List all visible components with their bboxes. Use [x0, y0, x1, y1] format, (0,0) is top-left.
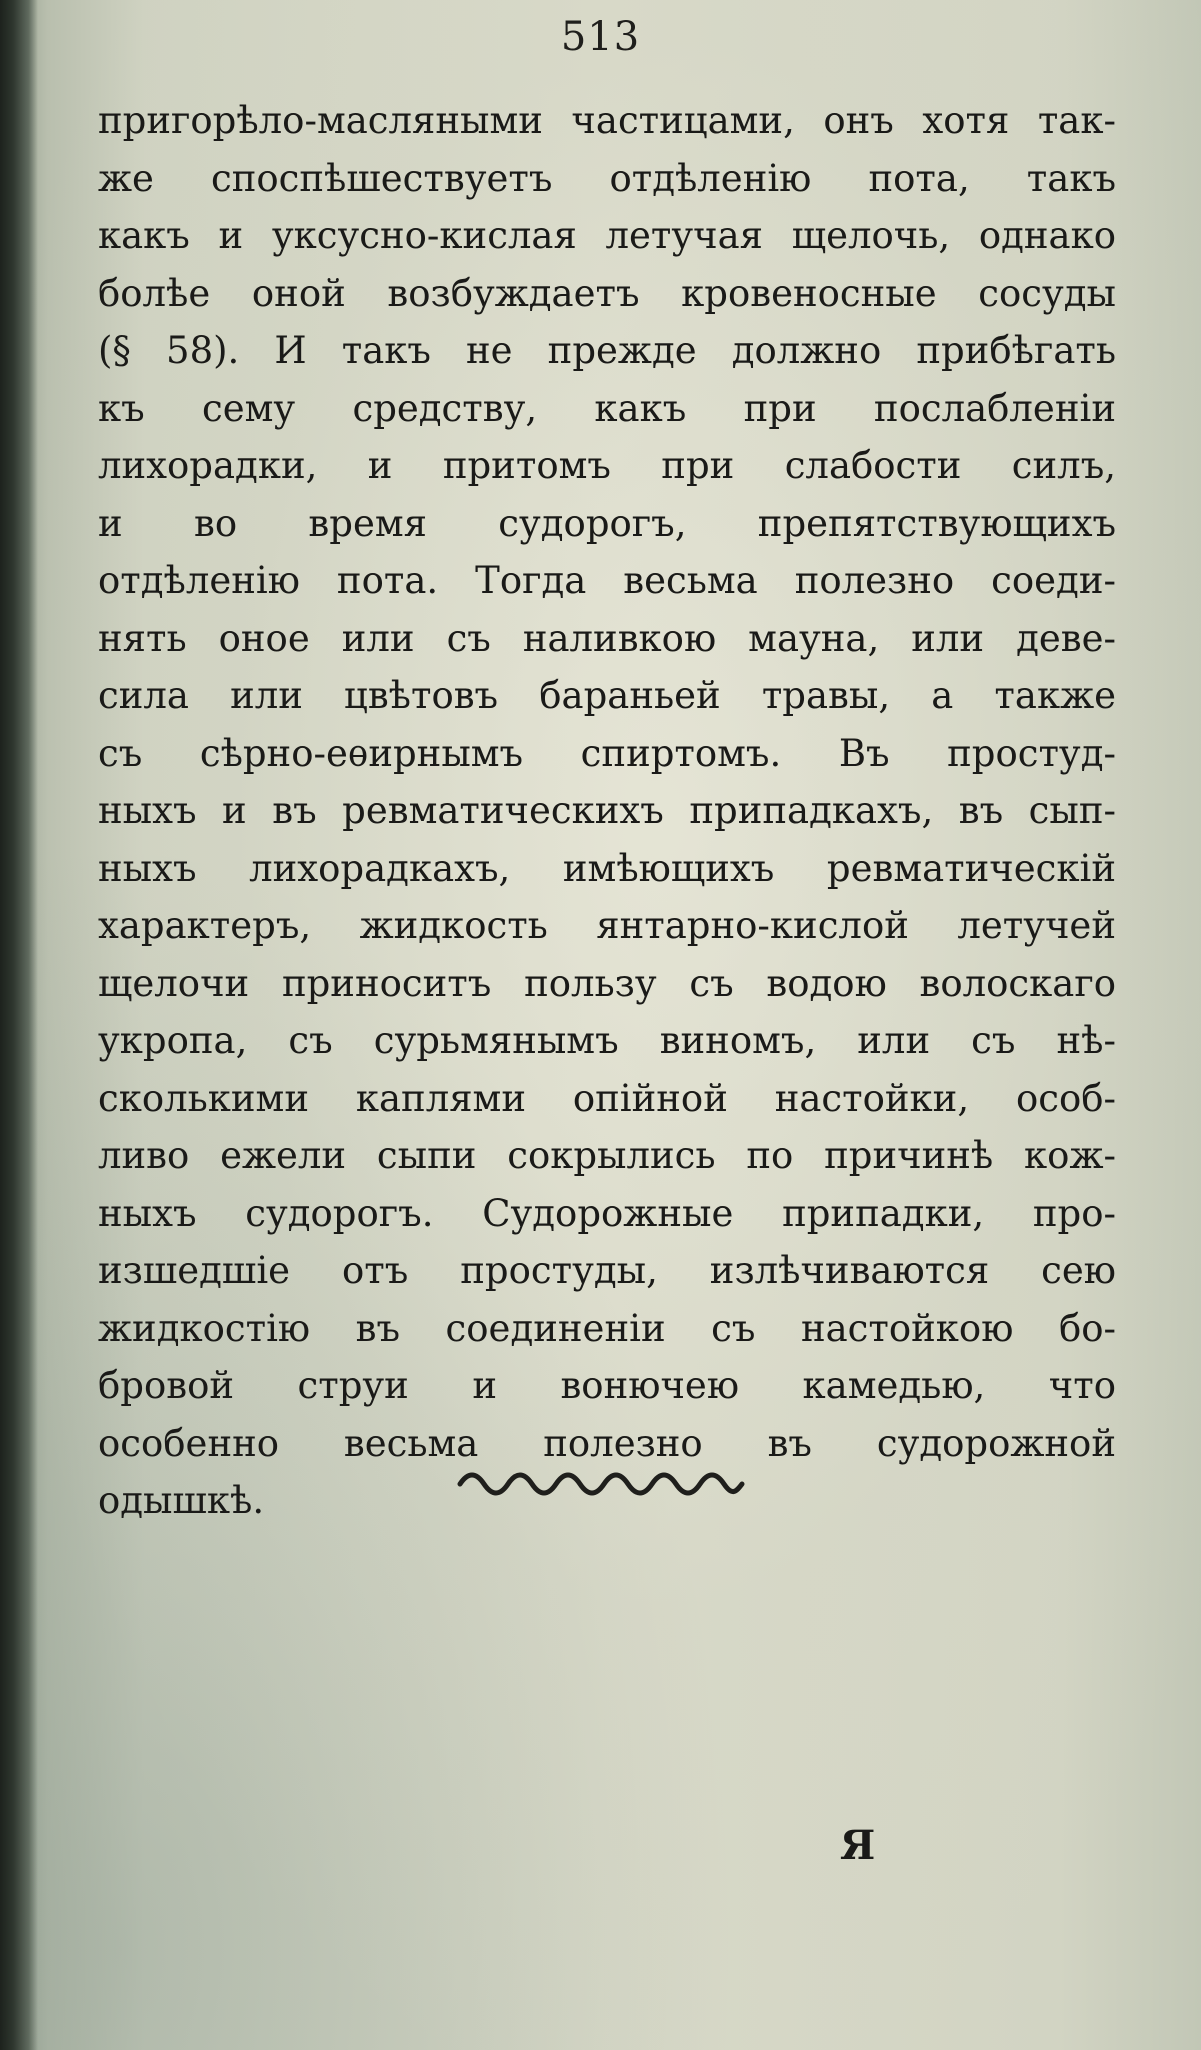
page-number: 513	[560, 14, 641, 60]
text-line: (§ 58). И такъ не прежде должно прибѣгать	[98, 329, 1116, 372]
text-line: же споспѣшествуетъ отдѣленію пота, такъ	[98, 156, 1116, 200]
text-line: особенно весьма полезно въ судорожной	[98, 1421, 1116, 1465]
catchword: Я	[840, 1822, 876, 1869]
text-line: бровой струи и вонючею камедью, что	[98, 1364, 1116, 1407]
text-line: лихорадки, и притомъ при слабости силъ,	[98, 444, 1116, 487]
text-line: ныхъ и въ ревматическихъ припадкахъ, въ сып-	[98, 789, 1116, 832]
book-binding-shadow	[0, 0, 38, 2050]
text-line: и во время судорогъ, препятствующихъ	[98, 501, 1116, 545]
text-line: жидкостію въ соединеніи съ настойкою бо-	[98, 1306, 1116, 1350]
text-line: пригорѣло-масляными частицами, онъ хотя так-	[98, 99, 1116, 142]
text-line: болѣе оной возбуждаетъ кровеносные сосуды	[98, 271, 1116, 315]
text-line: ныхъ лихорадкахъ, имѣющихъ ревматическій	[98, 846, 1116, 890]
body-text	[98, 92, 1116, 1530]
text-line: сколькими каплями опійной настойки, особ-	[98, 1076, 1116, 1120]
text-line: щелочи приноситъ пользу съ водою волоскаго	[98, 961, 1116, 1005]
text-line: нять оное или съ наливкою мауна, или деве-	[98, 616, 1116, 660]
text-line: характеръ, жидкость янтарно-кислой летучей	[98, 904, 1116, 947]
text-line: сила или цвѣтовъ бараньей травы, а также	[98, 674, 1116, 717]
text-line: изшедшіе отъ простуды, излѣчиваются сею	[98, 1249, 1116, 1292]
text-line: ныхъ судорогъ. Судорожные припадки, про-	[98, 1191, 1116, 1235]
wavy-rule-ornament-icon	[0, 1462, 1201, 1502]
text-line: укропа, съ сурьмянымъ виномъ, или съ нѣ-	[98, 1019, 1116, 1062]
text-line: съ сѣрно-еѳирнымъ спиртомъ. Въ простуд-	[98, 731, 1116, 775]
text-line: отдѣленію пота. Тогда весьма полезно соеди-	[98, 559, 1116, 602]
text-line: одышкѣ.	[98, 1479, 265, 1522]
text-line: какъ и уксусно-кислая летучая щелочь, однако	[98, 214, 1116, 257]
text-line: къ сему средству, какъ при послабленіи	[98, 386, 1116, 430]
text-line: ливо ежели сыпи сокрылись по причинѣ кож-	[98, 1134, 1116, 1177]
